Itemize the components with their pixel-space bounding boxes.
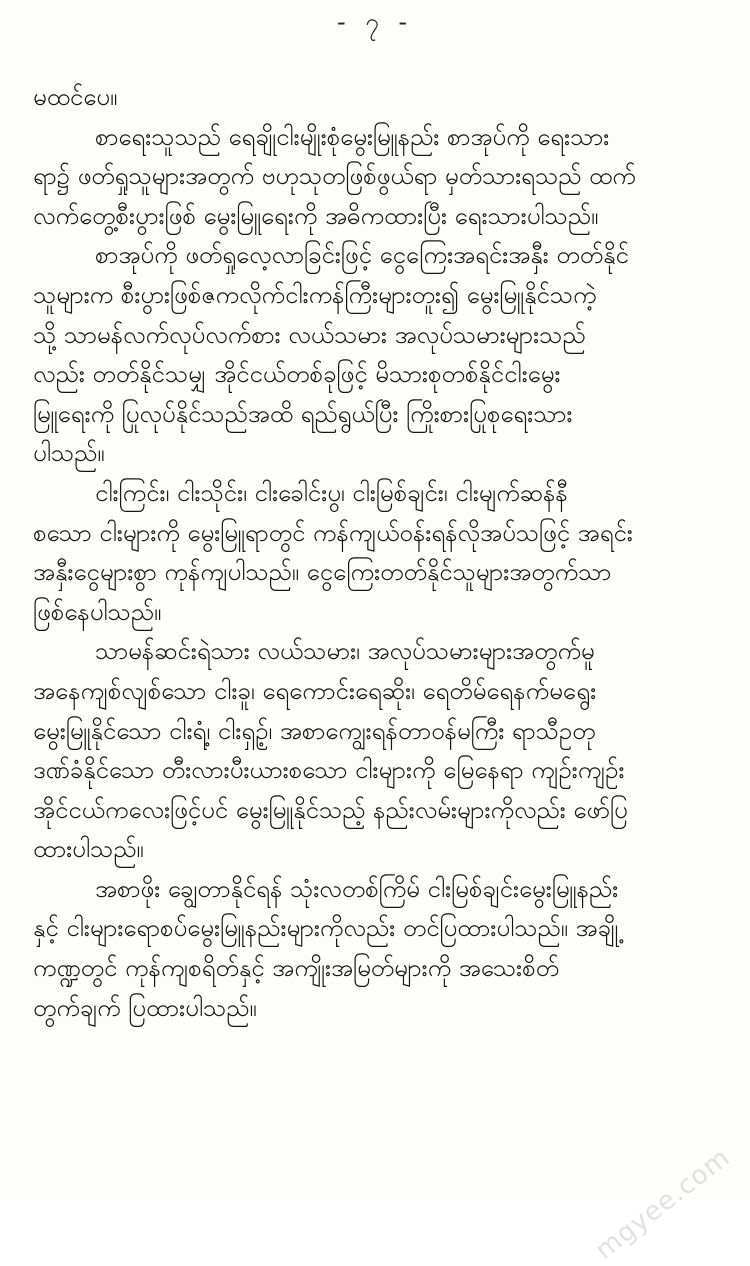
text-line: ကဏ္ဍတွင် ကုန်ကျစရိတ်နှင့် အကျိုးအမြတ်များကို အသေးစိတ် [33, 954, 560, 983]
text-line: ပါသည်။ [33, 439, 105, 468]
text-line: စာအုပ်ကို ဖတ်ရှုလေ့လာခြင်းဖြင့် ငွေကြေးအရင်းအနှီး တတ်နိုင် [95, 241, 629, 270]
text-line: မွေးမြူနိုင်သော ငါးရံ့၊ ငါးရှဉ့်၊ အစာကျွေးရန်တာဝန်မကြီး ရာသီဥတု [33, 716, 596, 745]
text-line: ငါးကြင်း၊ ငါးသိုင်း၊ ငါးခေါင်းပွ၊ ငါးမြစ်ချင်း၊ ငါးမျက်ဆန်နီ [95, 478, 568, 507]
text-line: အစာဖိုး ချွေတာနိုင်ရန် သုံးလတစ်ကြိမ် ငါးမြစ်ချင်းမွေးမြူနည်း [95, 874, 619, 903]
text-line: စာရေးသူသည် ရေချိုငါးမျိုးစုံမွေးမြူနည်း စာအုပ်ကို ရေးသား [95, 122, 610, 151]
text-line: အနေကျစ်လျစ်သော ငါးခူ၊ ရေကောင်းရေဆိုး၊ ရေတိမ်ရေနက်မရွေး [33, 676, 597, 705]
text-line: မြူရေးကို ပြုလုပ်နိုင်သည်အထိ ရည်ရွယ်ပြီး ကြိုးစားပြုစုရေးသား [33, 399, 573, 428]
text-line: လက်တွေ့စီးပွားဖြစ် မွေးမြူရေးကို အဓိကထားပြီး ရေးသားပါသည်။ [33, 201, 599, 230]
text-line: တွက်ချက် ပြထားပါသည်။ [33, 993, 257, 1022]
text-line: ထားပါသည်။ [33, 835, 144, 864]
page-number: - ၇ - [336, 8, 414, 36]
text-line: စသော ငါးများကို မွေးမြူရာတွင် ကန်ကျယ်ဝန်းရန်လိုအပ်သဖြင့် အရင်း [33, 518, 633, 547]
text-line: ဒဏ်ခံနိုင်သော တီးလားပီးယားစသော ငါးများကို မြေနေရာ ကျဉ်းကျဉ်း [33, 756, 625, 785]
watermark: mgyee.com [589, 1142, 736, 1266]
text-line: အိုင်ငယ်ကလေးဖြင့်ပင် မွေးမြူနိုင်သည့် နည်းလမ်းများကိုလည်း ဖော်ပြ [33, 795, 628, 824]
text-line: အနှီးငွေများစွာ ကုန်ကျပါသည်။ ငွေကြေးတတ်နိုင်သူများအတွက်သာ [33, 558, 612, 587]
text-line: ဖြစ်နေပါသည်။ [33, 597, 162, 626]
body-text [33, 78, 723, 1028]
text-line: ရာ၌ ဖတ်ရှုသူများအတွက် ဗဟုသုတဖြစ်ဖွယ်ရာ မှတ်သားရသည် ထက် [33, 162, 636, 191]
text-line: မထင်ပေ။ [33, 83, 118, 111]
text-line: နှင့် ငါးများရောစပ်မွေးမြူနည်းများကိုလည်း တင်ပြထားပါသည်။ အချို့ [33, 914, 619, 943]
text-line: သူများက စီးပွားဖြစ်ဇကလိုက်ငါးကန်ကြီးများတူး၍ မွေးမြူနိုင်သကဲ့ [33, 280, 597, 309]
text-line: လည်း တတ်နိုင်သမျှ အိုင်ငယ်တစ်ခုဖြင့် မိသားစုတစ်နိုင်ငါးမွေး [33, 360, 561, 389]
text-line: သို့ သာမန်လက်လုပ်လက်စား လယ်သမား အလုပ်သမားများသည် [33, 320, 586, 349]
text-line: သာမန်ဆင်းရဲသား လယ်သမား၊ အလုပ်သမားများအတွက်မူ [95, 637, 595, 666]
